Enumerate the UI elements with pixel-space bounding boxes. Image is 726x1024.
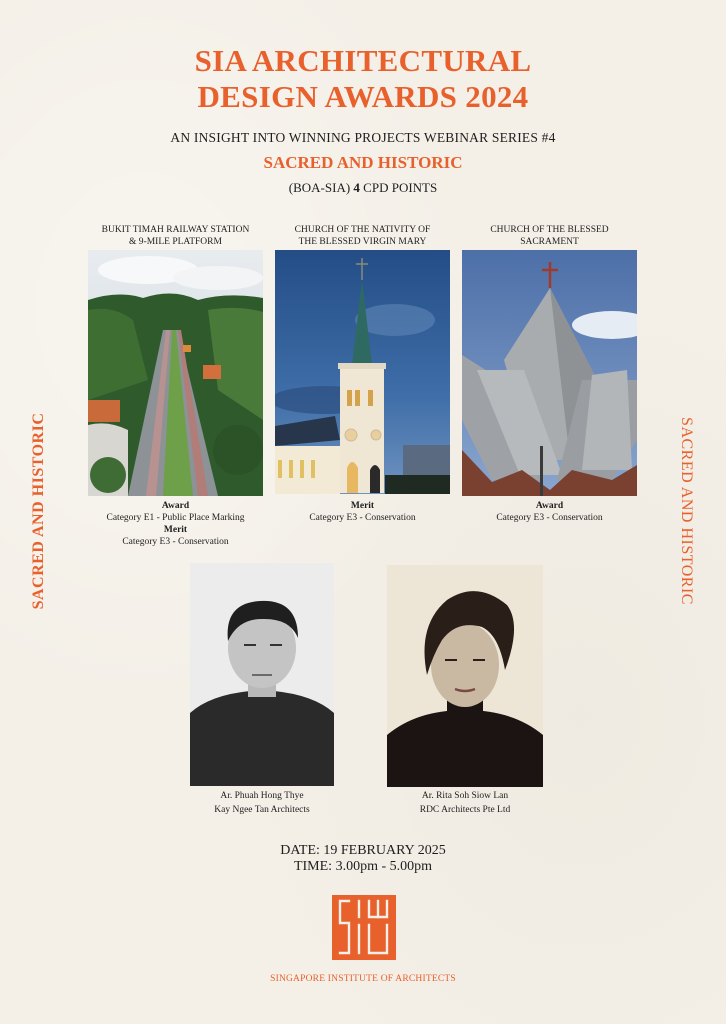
project-name-line: THE BLESSED VIRGIN MARY [298,237,427,247]
side-label-right: SACRED AND HISTORIC [678,417,695,605]
award-category: Category E1 - Public Place Marking [106,513,245,523]
org-name: SINGAPORE INSTITUTE OF ARCHITECTS [270,974,456,984]
project-name-2 [270,224,455,248]
webinar-subtitle: AN INSIGHT INTO WINNING PROJECTS WEBINAR SERIES #4 [170,130,556,145]
award-level: Award [161,501,190,511]
railway-greenway-photo-icon [88,250,263,496]
award-level: Merit [350,501,375,511]
event-date: DATE: 19 FEBRUARY 2025 [280,843,446,858]
folded-roof-church-photo-icon [462,250,637,496]
cpd-number: 4 [353,180,360,195]
event-time: TIME: 3.00pm - 5.00pm [293,859,433,874]
award-level: Merit [163,525,188,535]
project-name-line: SACRAMENT [520,237,579,247]
cpd-suffix: CPD POINTS [363,180,438,195]
theme-heading: SACRED AND HISTORIC [263,153,463,172]
project-photo-nativity-church [275,250,450,494]
side-label-left: SACRED AND HISTORIC [30,412,47,610]
project-name-3 [457,224,642,248]
title-line-1: SIA ARCHITECTURAL [194,43,532,78]
project-photo-blessed-sacrament [462,250,637,496]
white-church-photo-icon [275,250,450,494]
award-category: Category E3 - Conservation [122,537,229,547]
speaker-firm: RDC Architects Pte Ltd [419,805,511,815]
speaker-name: Ar. Rita Soh Siow Lan [421,791,509,801]
speaker-firm: Kay Ngee Tan Architects [214,805,310,815]
portrait-woman-photo-icon [387,565,543,787]
speaker-photo-2 [387,565,543,787]
speaker-caption-2 [375,789,555,817]
cpd-prefix: (BOA-SIA) [288,180,351,195]
project-awards-1 [83,500,268,548]
portrait-man-photo-icon [190,563,334,786]
speaker-caption-1 [170,789,354,817]
project-photo-railway [88,250,263,496]
project-awards-2 [270,500,455,524]
project-name-line: CHURCH OF THE NATIVITY OF [294,225,431,235]
sia-logo-icon [332,895,396,960]
project-name-line: & 9-MILE PLATFORM [129,237,222,247]
award-category: Category E3 - Conservation [309,513,416,523]
project-awards-3 [457,500,642,524]
project-name-line: CHURCH OF THE BLESSED [490,225,609,235]
project-name-1 [83,224,268,248]
speaker-name: Ar. Phuah Hong Thye [220,791,304,801]
award-category: Category E3 - Conservation [496,513,603,523]
project-name-line: BUKIT TIMAH RAILWAY STATION [101,225,250,235]
sia-logo [332,895,396,960]
cpd-points [0,180,726,196]
speaker-photo-1 [190,563,334,786]
award-level: Award [535,501,564,511]
title-line-2: DESIGN AWARDS 2024 [197,79,529,114]
